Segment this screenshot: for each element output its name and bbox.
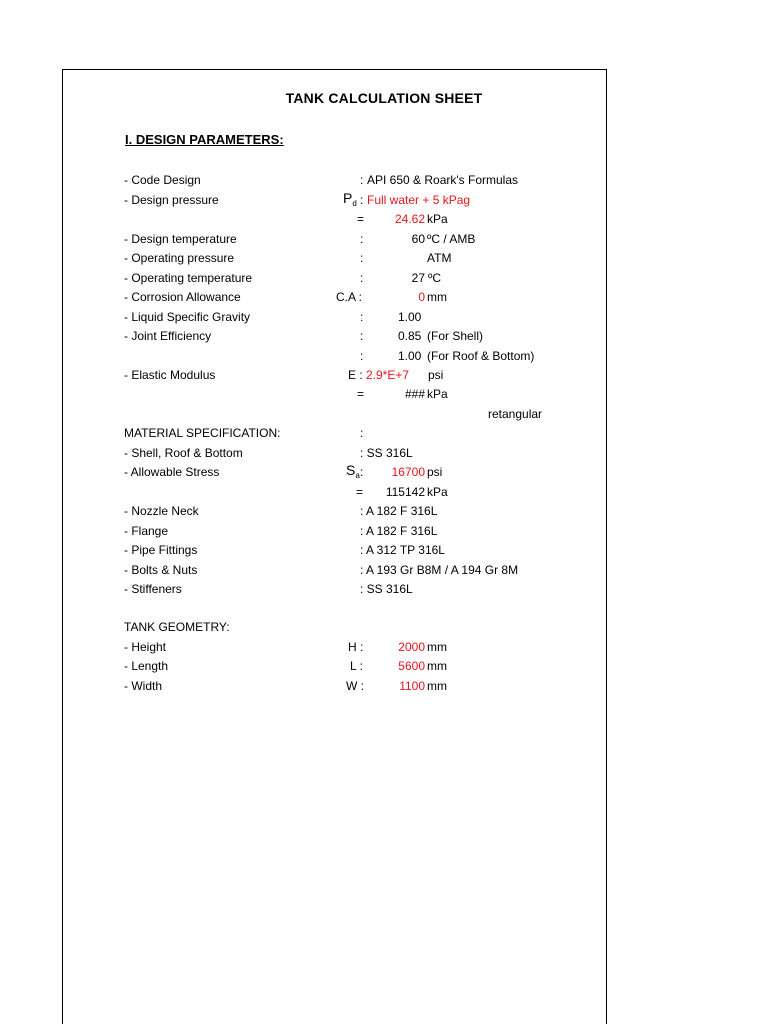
symbol-ca: C.A : [336,290,363,304]
value-corrosion-allowance: 0 [418,290,425,304]
colon: : [360,349,364,363]
colon: : [360,193,364,207]
symbol-sa: $S_a$ [346,462,360,480]
value-stiffeners: : SS 316L [360,582,413,596]
colon: : [360,465,364,479]
label-operating-pressure: - Operating pressure [124,251,235,265]
value-pipe-fittings: : A 312 TP 316L [360,543,445,557]
symbol-e: E : [348,368,363,382]
value-specific-gravity: 1.00 [398,310,422,324]
note-for-shell: (For Shell) [427,329,484,343]
label-design-temperature: - Design temperature [124,232,237,246]
symbol-l: L : [350,659,363,673]
label-flange: - Flange [124,524,169,538]
value-elastic-modulus-kpa: ### [404,387,425,401]
label-height: - Height [124,640,167,654]
unit-kpa: kPa [427,485,448,499]
label-operating-temperature: - Operating temperature [124,271,253,285]
value-allowable-stress-kpa: 115142 [385,485,425,499]
value-design-temperature: 60 [411,232,425,246]
value-bolts-nuts: : A 193 Gr B8M / A 194 Gr 8M [360,563,519,577]
value-length: 5600 [398,659,425,673]
section-heading: I. DESIGN PARAMETERS: [125,132,284,147]
label-material-specification: MATERIAL SPECIFICATION: [124,426,281,440]
equals: = [357,387,365,401]
value-elastic-modulus: 2.9*E+7 [366,368,410,382]
label-corrosion-allowance: - Corrosion Allowance [124,290,241,304]
note-for-roof-bottom: (For Roof & Bottom) [427,349,535,363]
unit-kpa: kPa [427,387,448,401]
value-joint-efficiency-roof: 1.00 [398,349,422,363]
value-flange: : A 182 F 316L [360,524,438,538]
colon: : [360,232,364,246]
label-specific-gravity: - Liquid Specific Gravity [124,310,251,324]
unit-mm: mm [427,640,447,654]
value-operating-temperature: 27 [411,271,425,285]
colon: : [360,251,364,265]
label-joint-efficiency: - Joint Efficiency [124,329,212,343]
value-code-design: API 650 & Roark's Formulas [367,173,519,187]
label-width: - Width [124,679,163,693]
label-elastic-modulus: - Elastic Modulus [124,368,216,382]
sheet-title: TANK CALCULATION SHEET [285,90,483,106]
value-height: 2000 [398,640,425,654]
symbol-w: W : [346,679,364,693]
note-retangular: retangular [488,407,543,421]
value-nozzle-neck: : A 182 F 316L [360,504,438,518]
label-length: - Length [124,659,169,673]
equals: = [356,485,364,499]
symbol-pd: $P_d$ [343,190,357,208]
value-joint-efficiency-shell: 0.85 [398,329,422,343]
value-operating-pressure: ATM [427,251,452,265]
label-design-pressure: - Design pressure [124,193,219,207]
colon: : [360,310,364,324]
label-nozzle-neck: - Nozzle Neck [124,504,199,518]
value-pressure-kpa: 24.62 [394,212,425,226]
colon: : [360,271,364,285]
unit-psi: psi [427,465,443,479]
label-pipe-fittings: - Pipe Fittings [124,543,198,557]
unit-mm: mm [427,290,447,304]
unit-psi: psi [428,368,444,382]
label-bolts-nuts: - Bolts & Nuts [124,563,198,577]
label-code-design: - Code Design [124,173,201,187]
colon: : [360,329,364,343]
unit-mm: mm [427,659,447,673]
label-tank-geometry: TANK GEOMETRY: [124,620,230,634]
colon: : [360,173,364,187]
value-design-pressure: Full water + 5 kPag [367,193,471,207]
unit-mm: mm [427,679,447,693]
colon: : [360,426,364,440]
unit-celsius: ºC [428,271,442,285]
value-allowable-stress: 16700 [391,465,425,479]
symbol-h: H : [348,640,364,654]
value-shell-material: : SS 316L [360,446,413,460]
unit-temperature: ºC / AMB [427,232,476,246]
value-width: 1100 [399,679,425,693]
label-stiffeners: - Stiffeners [124,582,182,596]
unit-kpa: kPa [427,212,448,226]
label-shell-roof-bottom: - Shell, Roof & Bottom [124,446,243,460]
label-allowable-stress: - Allowable Stress [124,465,220,479]
equals: = [357,212,365,226]
